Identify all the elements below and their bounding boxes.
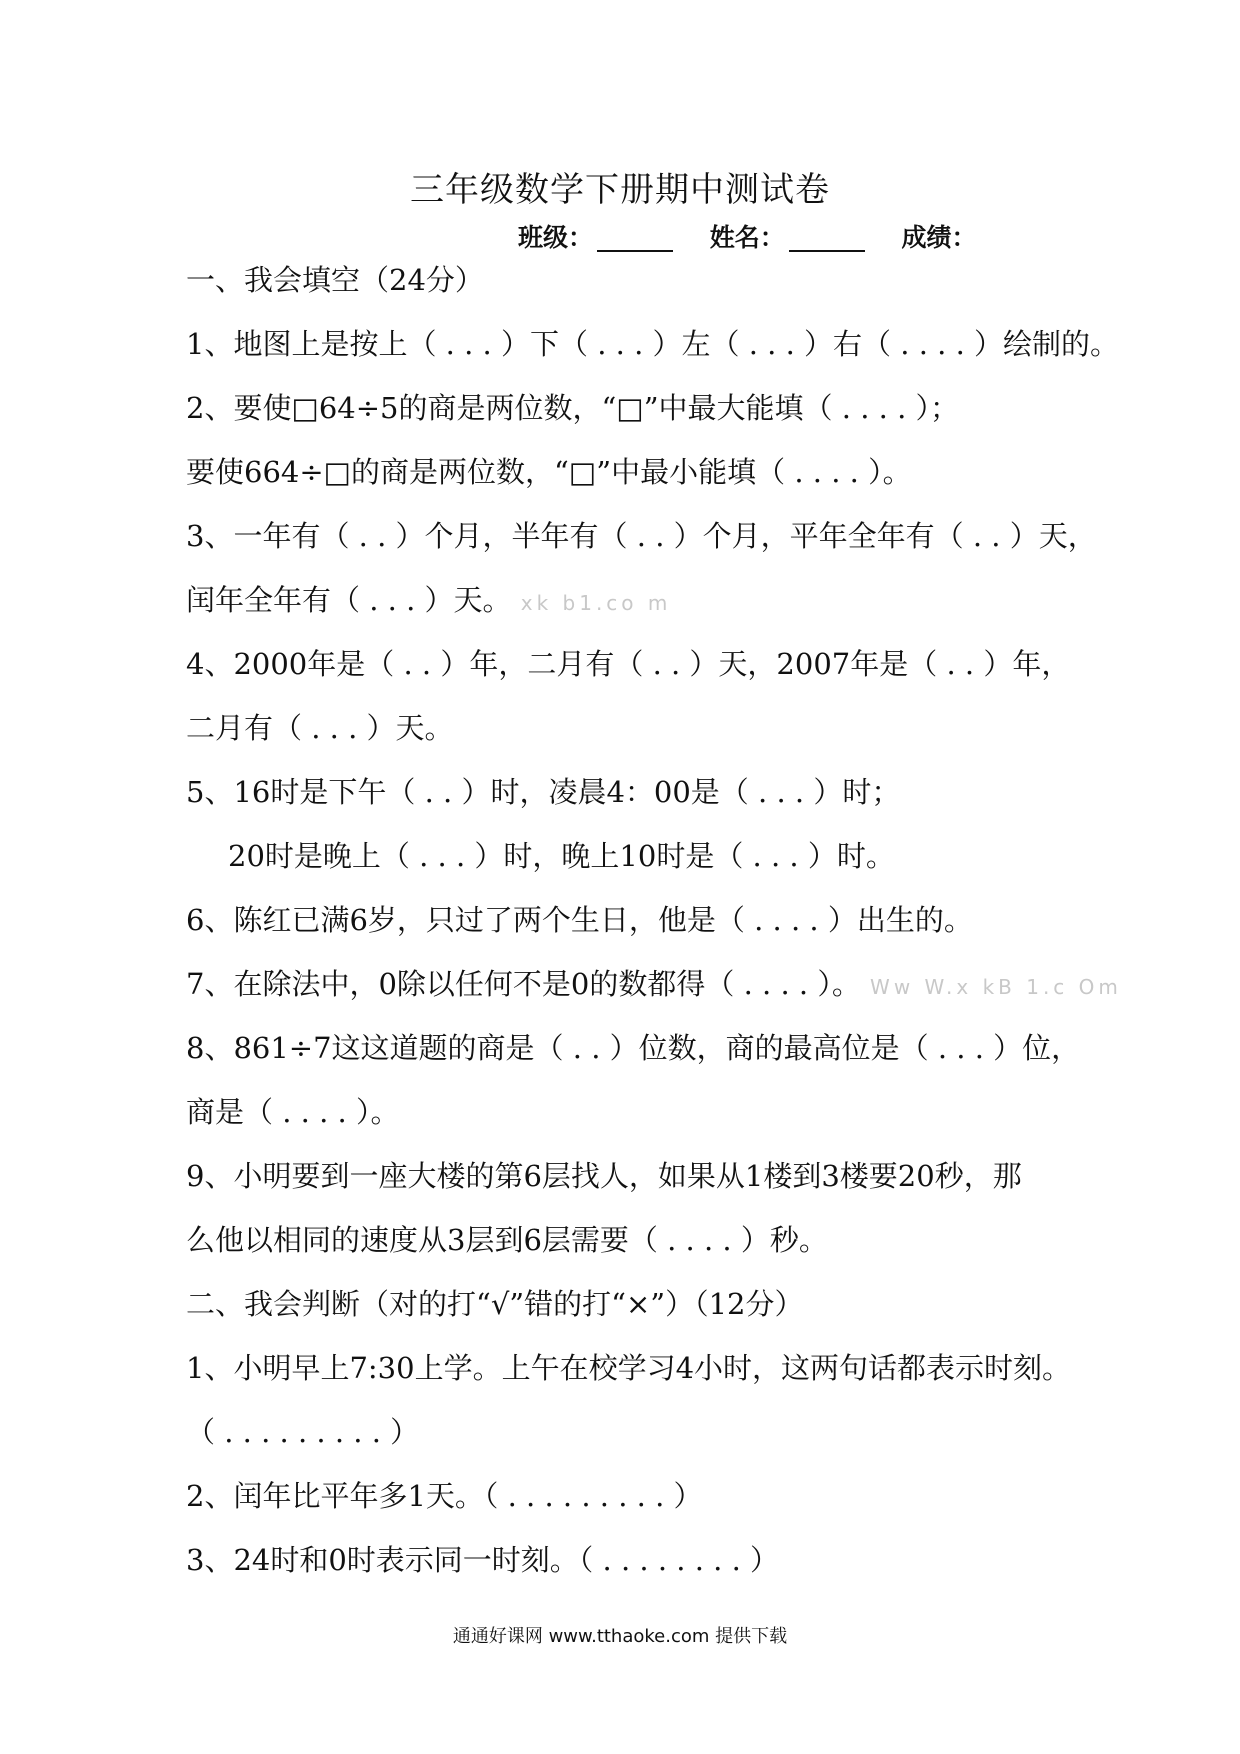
student-info-row — [518, 218, 976, 254]
question-line: 8、861÷7这这道题的商是（ . . ）位数，商的最高位是（ . . . ）位， — [186, 1031, 1081, 1065]
question-line: 么他以相同的速度从3层到6层需要（ . . . . ）秒。 — [186, 1223, 828, 1257]
question-line: 商是（ . . . . ）。 — [186, 1095, 400, 1129]
footer-credit: 通通好课网 www.tthaoke.com 提供下载 — [452, 1626, 788, 1647]
question-line: 二月有（ . . . ）天。 — [186, 711, 454, 745]
answer-blank-line: （ . . . . . . . . . ） — [186, 1415, 420, 1449]
question-line: 2、要使□64÷5的商是两位数，“□”中最大能填（ . . . . ）； — [186, 391, 960, 425]
section-heading-fill: 一、我会填空（24分） — [186, 263, 484, 297]
question-line: 20时是晚上（ . . . ）时，晚上10时是（ . . . ）时。 — [228, 839, 895, 873]
page-title: 三年级数学下册期中测试卷 — [410, 170, 830, 210]
question-line — [186, 582, 671, 621]
watermark: xk b1.co m — [520, 591, 672, 615]
section-heading-judge: 二、我会判断（对的打“√”错的打“×”）（12分） — [186, 1287, 804, 1321]
question-text: 闰年全年有（ . . . ）天。 — [186, 583, 512, 617]
question-line: 1、地图上是按上（ . . . ）下（ . . . ）左（ . . . ）右（ . . . . ）绘制的。 — [186, 327, 1119, 361]
question-line: 9、小明要到一座大楼的第6层找人，如果从1楼到3楼要20秒，那 — [186, 1159, 1022, 1193]
question-line: 6、陈红已满6岁，只过了两个生日，他是（ . . . . ）出生的。 — [186, 903, 973, 937]
question-line: 3、一年有（ . . ）个月，半年有（ . . ）个月，平年全年有（ . . ）天， — [186, 519, 1097, 553]
name-label: 姓名： — [709, 223, 785, 252]
question-line: 2、闰年比平年多1天。（ . . . . . . . . . ） — [186, 1479, 703, 1513]
class-label: 班级： — [518, 223, 594, 252]
question-line — [186, 966, 1122, 1005]
question-line: 1、小明早上7:30上学。上午在校学习4小时，这两句话都表示时刻。 — [186, 1351, 1072, 1385]
question-line: 4、2000年是（ . . ）年，二月有（ . . ）天，2007年是（ . . ）年， — [186, 647, 1071, 681]
question-line: 5、16时是下午（ . . ）时，凌晨4：00是（ . . . ）时； — [186, 775, 901, 809]
question-text: 7、在除法中，0除以任何不是0的数都得（ . . . . ）。 — [186, 967, 861, 1001]
question-line: 要使664÷□的商是两位数，“□”中最小能填（ . . . . ）。 — [186, 455, 912, 489]
score-label: 成绩： — [901, 223, 977, 252]
question-line: 3、24时和0时表示同一时刻。（ . . . . . . . . ） — [186, 1543, 780, 1577]
name-blank — [789, 226, 865, 252]
watermark: Ww W.x kB 1.c Om — [870, 975, 1122, 999]
class-blank — [597, 226, 673, 252]
